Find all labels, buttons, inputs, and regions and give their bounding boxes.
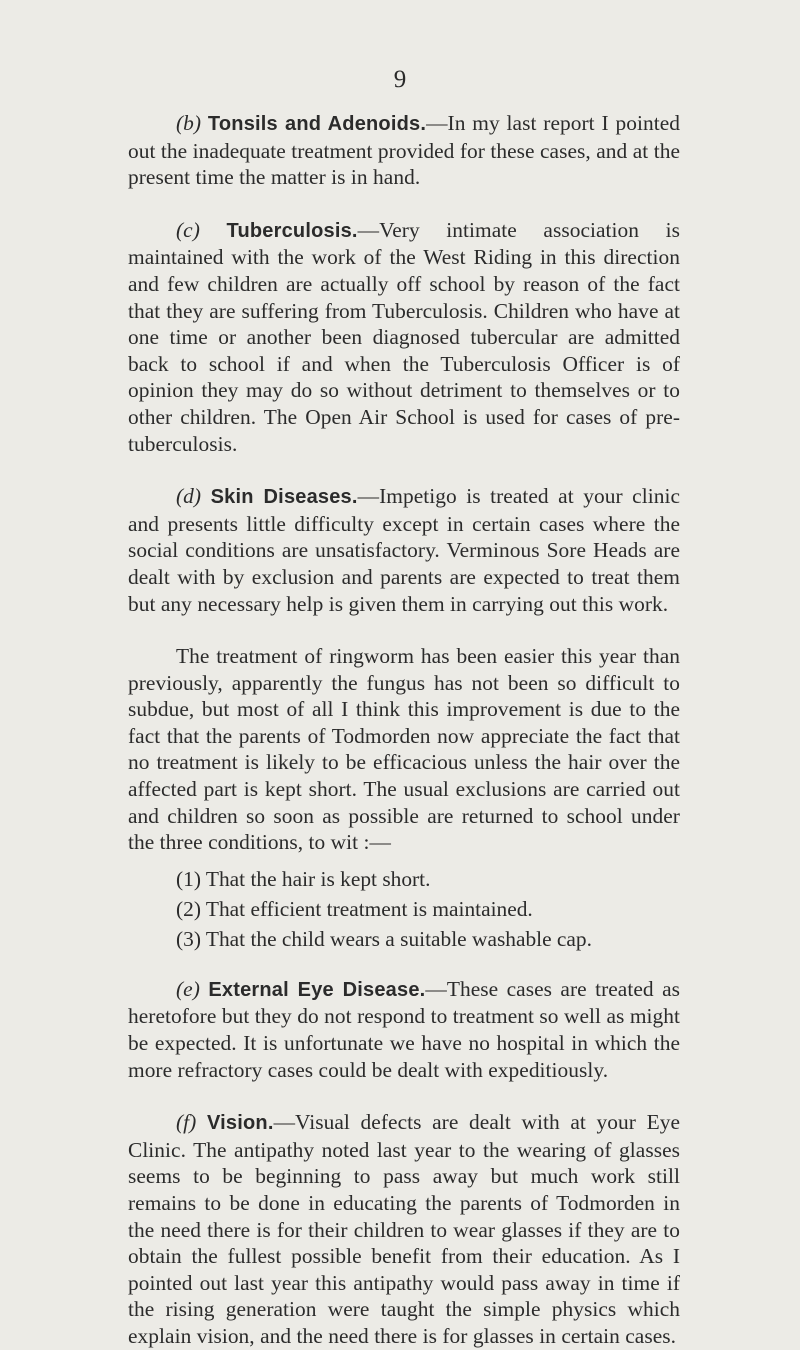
section-heading: Skin Diseases. [210, 486, 358, 509]
page-body [128, 110, 680, 1350]
condition-item: (1) That the hair is kept short. [176, 866, 431, 891]
section-tonsils-adenoids [128, 110, 680, 191]
condition-item: (2) That efficient treatment is maintained. [176, 896, 533, 921]
section-tuberculosis [128, 217, 680, 457]
section-heading: Tuberculosis. [226, 219, 358, 242]
section-heading: Tonsils and Adenoids. [207, 113, 427, 135]
section-letter: (b) [176, 111, 202, 135]
section-heading: Vision. [207, 1112, 274, 1135]
section-letter: (f) [176, 1110, 197, 1135]
section-text: —These cases are treated as heretofore but they do not respond to treatment so well as might be expected. It is unfortunate we have no hospital in which the more refractory cases could be dealt with expeditiously. [128, 976, 680, 1082]
section-letter: (d) [176, 484, 202, 509]
conditions-list [128, 864, 680, 954]
section-letter: (c) [176, 217, 200, 242]
section-text: —Very intimate association is maintained with the work of the West Riding in this direction and few children are actually off school by reason of the fact that they are suffering from Tuberculosis. Children who have at one time or another been diagnosed tubercular are admitted back to school if and when the Tuberculosis Officer is of opinion they may do so without detriment to themselves or to other children. The Open Air School is used for cases of pre-tuberculosis. [128, 217, 680, 456]
section-external-eye-disease [128, 976, 680, 1083]
condition-item: (3) That the child wears a suitable washable cap. [176, 926, 592, 951]
section-letter: (e) [176, 976, 200, 1001]
section-text: —In my last report I pointed out the inadequate treatment provided for these cases, and at the present time the matter is in hand. [128, 111, 680, 190]
ringworm-paragraph: The treatment of ringworm has been easier this year than previously, apparently the fungus has not been so difficult to subdue, but most of all I think this improvement is due to the fact that the parents of Todmorden now appreciate the fact that no treatment is likely to be efficacious unless the hair over the affected part is kept short. The usual exclusions are carried out and children so soon as possible are returned to school under the three conditions, to wit :— [128, 644, 680, 855]
section-vision [128, 1109, 680, 1349]
section-text: —Impetigo is treated at your clinic and presents little difficulty except in certain cases where the social conditions are unsatisfactory. Verminous Sore Heads are dealt with by exclusion and parents are expected to treat them but any necessary help is given them in carrying out this work. [128, 484, 680, 616]
section-text: —Visual defects are dealt with at your Eye Clinic. The antipathy noted last year to the wearing of glasses seems to be beginning to pass away but much work still remains to be done in educating the parents of Todmorden in the need there is for their children to wear glasses if they are to obtain the fullest possible benefit from their education. As I pointed out last year this antipathy would pass away in time if the rising generation were taught the simple physics which explain vision, and the need there is for glasses in certain cases. [128, 1110, 680, 1348]
section-skin-diseases [128, 483, 680, 617]
section-heading: External Eye Disease. [208, 978, 426, 1001]
page-number: 9 [393, 66, 407, 93]
